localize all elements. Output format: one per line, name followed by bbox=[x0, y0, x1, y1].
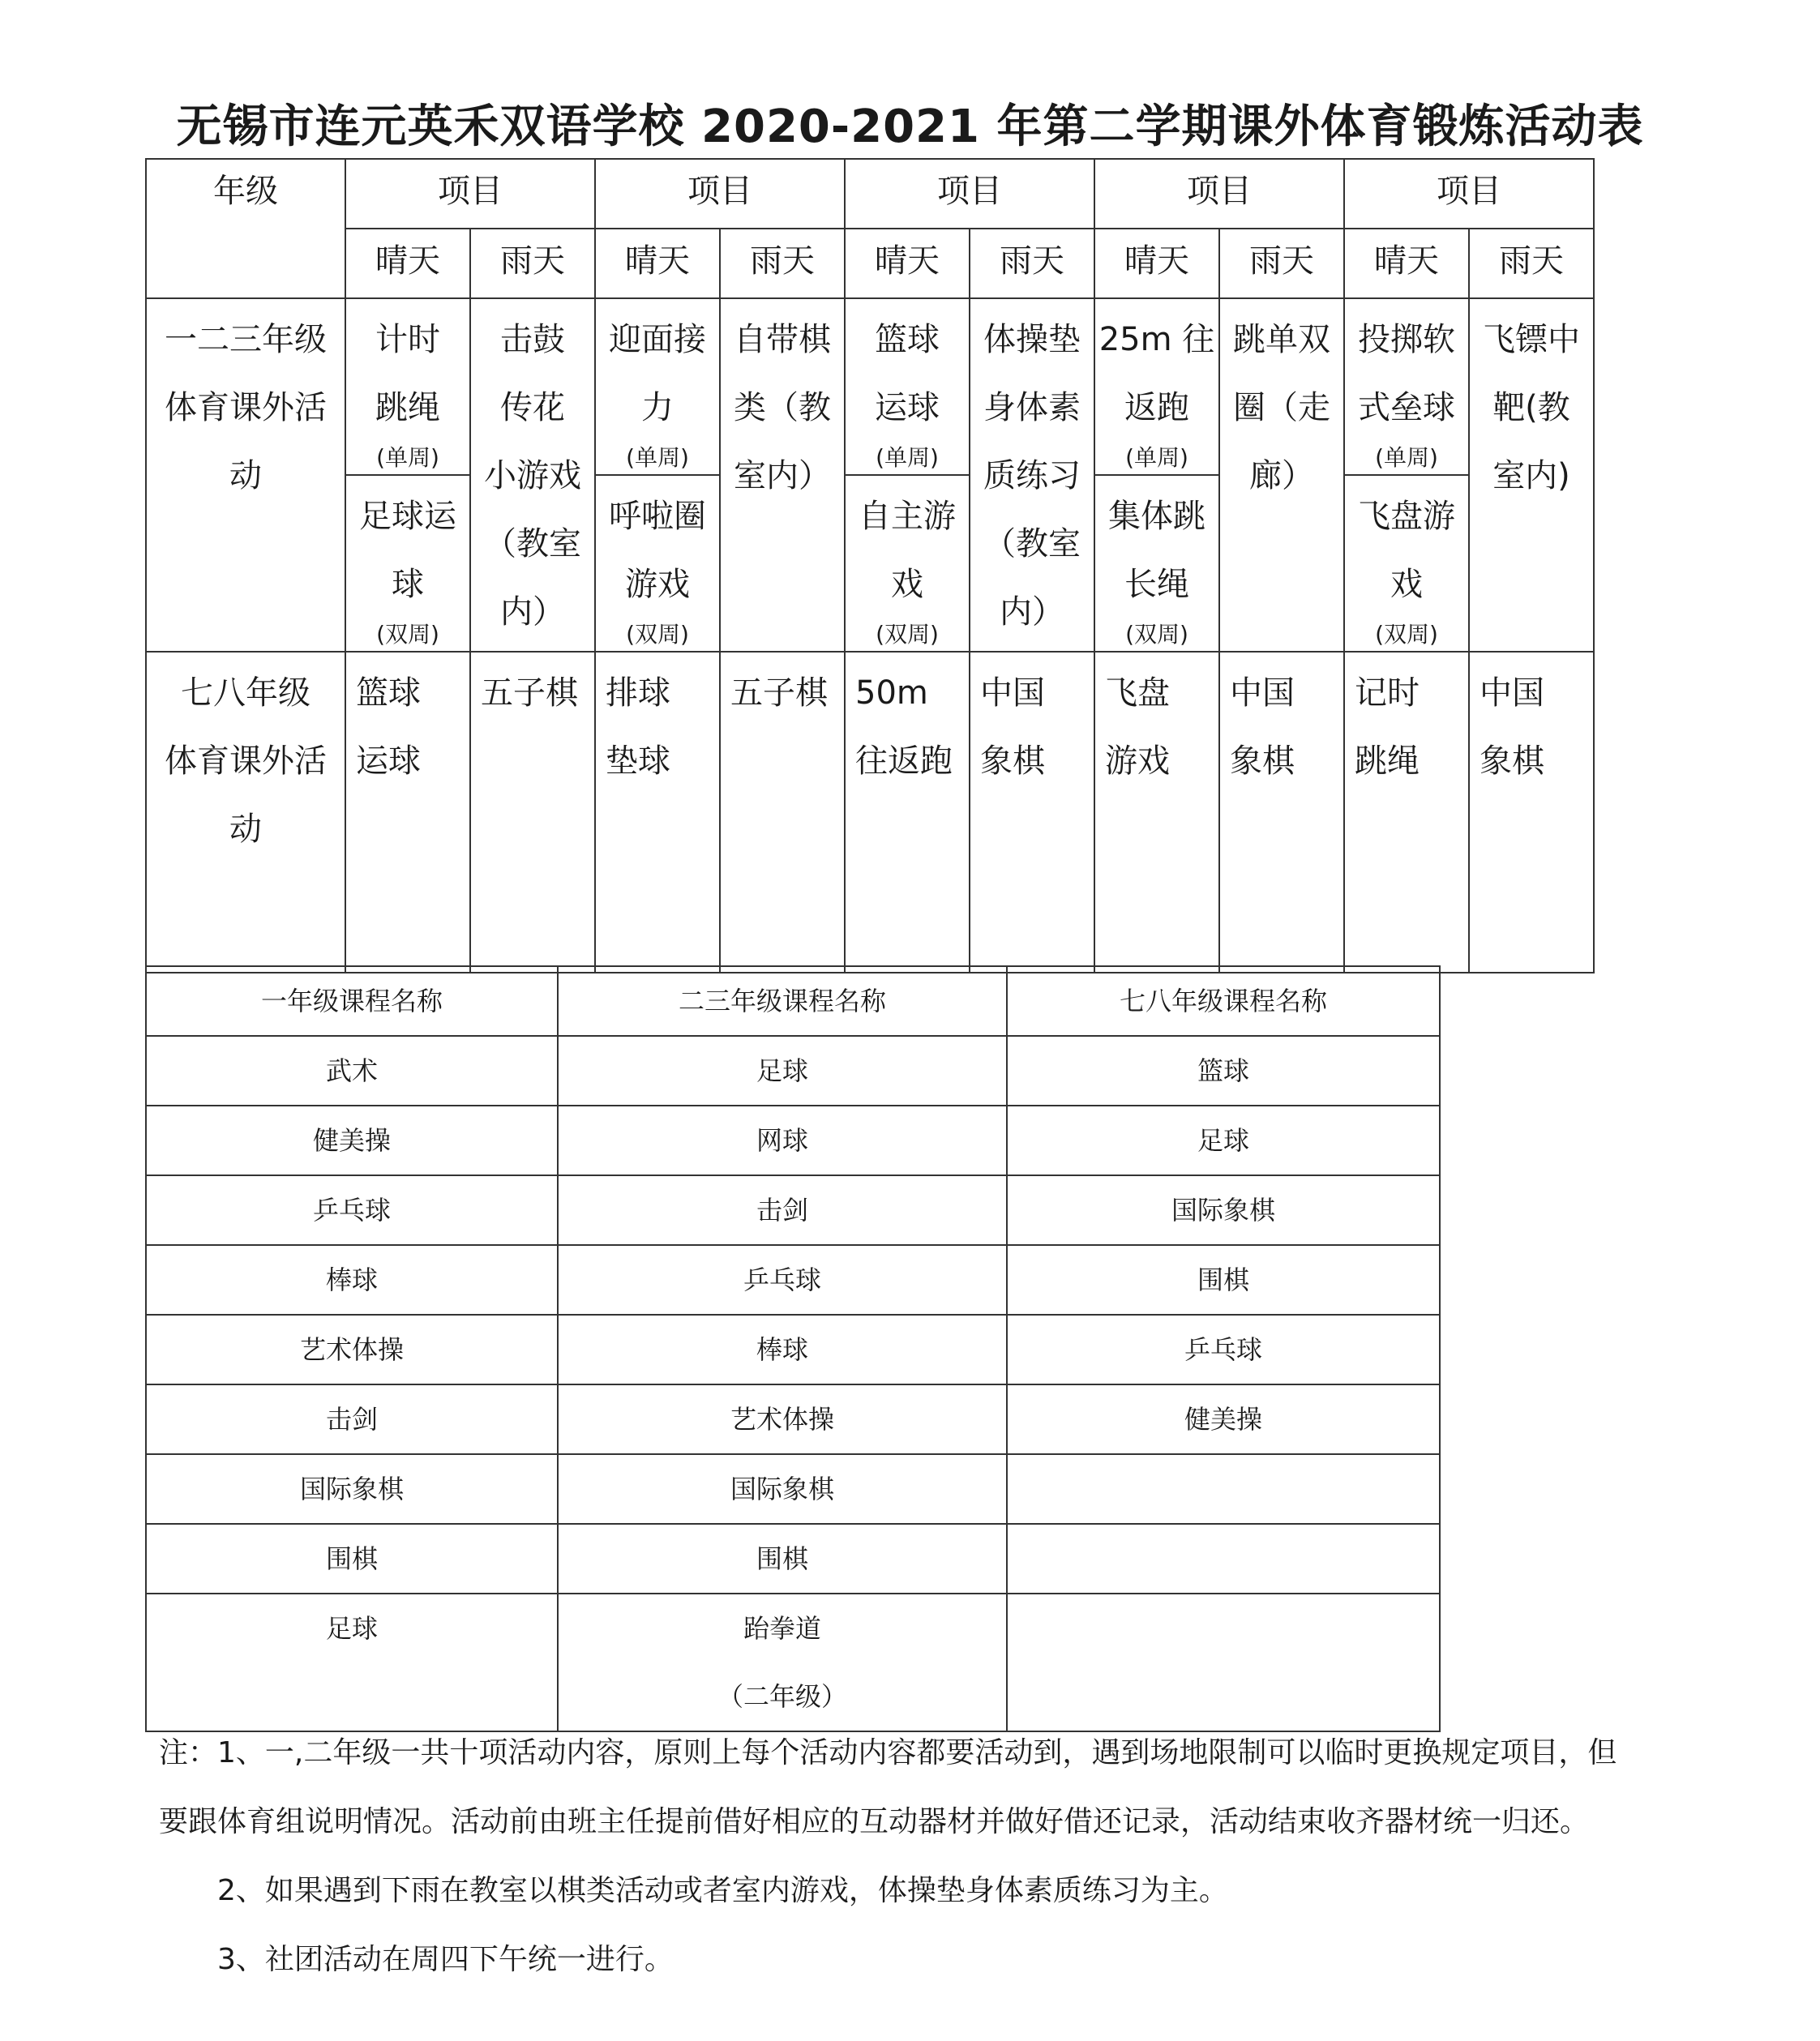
activity-text-line: 中国 bbox=[1480, 674, 1544, 712]
course-cell bbox=[146, 1594, 558, 1731]
course-cell bbox=[146, 1036, 558, 1106]
sunny-header: 晴天 bbox=[875, 242, 940, 280]
course-cell bbox=[146, 1245, 558, 1315]
grade-text-line: 动 bbox=[229, 457, 262, 494]
course-row bbox=[146, 1594, 1440, 1731]
course-name: 国际象棋 bbox=[299, 1474, 404, 1504]
grade-label bbox=[147, 653, 345, 863]
course-row bbox=[146, 1245, 1440, 1315]
sunny-activity bbox=[1345, 299, 1468, 474]
sunny-header-cell bbox=[845, 229, 970, 298]
activity-text-line: 50m bbox=[855, 674, 928, 712]
grade-cell bbox=[146, 298, 345, 652]
rainy-activity bbox=[721, 299, 844, 510]
grade-text-line: 体育课外活 bbox=[165, 389, 327, 426]
activity bbox=[481, 653, 594, 727]
rainy-activity bbox=[1220, 299, 1343, 510]
course-cell bbox=[146, 1175, 558, 1245]
activity-text-line: 迎面接 bbox=[609, 321, 706, 358]
course-cell bbox=[146, 1315, 558, 1384]
sunny-activity bbox=[596, 476, 719, 651]
grade-text-line: 七八年级 bbox=[181, 674, 310, 712]
activity-text-line: 类（教 bbox=[734, 389, 831, 426]
grade-row-2 bbox=[146, 652, 1594, 973]
project-header-cell bbox=[1344, 159, 1594, 229]
activity-text-line: 内） bbox=[500, 593, 565, 631]
course-name: 乒乓球 bbox=[1184, 1334, 1262, 1365]
grade-row-1-bottom bbox=[146, 475, 1594, 652]
activity-text-line: 飞盘 bbox=[1105, 674, 1170, 712]
activity bbox=[1355, 653, 1468, 795]
sunny-header: 晴天 bbox=[375, 242, 440, 280]
course-name: 围棋 bbox=[325, 1543, 378, 1574]
sunny-header-cell bbox=[595, 229, 720, 298]
activity-cell bbox=[595, 652, 720, 973]
course-cell bbox=[146, 1106, 558, 1175]
course-cell bbox=[1007, 1036, 1440, 1106]
activity bbox=[1230, 653, 1343, 795]
activity bbox=[730, 653, 844, 727]
sunny-activity bbox=[1095, 476, 1218, 651]
note-line-4: 3、社团活动在周四下午统一进行。 bbox=[217, 1943, 674, 1976]
activity-text-line: 跳绳 bbox=[375, 389, 440, 426]
activity bbox=[980, 653, 1094, 795]
activity-cell bbox=[1094, 652, 1219, 973]
activity-text-line: 象棋 bbox=[1230, 742, 1295, 780]
project-header-cell bbox=[1094, 159, 1344, 229]
activity-text-line: 跳绳 bbox=[1355, 742, 1420, 780]
note-line-2: 要跟体育组说明情况。活动前由班主任提前借好相应的互动器材并做好借还记录，活动结束收齐器材统一归还。 bbox=[159, 1805, 1590, 1838]
rainy-activity bbox=[471, 299, 594, 646]
activity-text-line: 集体跳 bbox=[1108, 498, 1205, 535]
activity bbox=[1105, 653, 1218, 795]
activity-text-line: 记时 bbox=[1355, 674, 1420, 712]
course-header-cell: 二三年级课程名称 bbox=[558, 966, 1007, 1036]
rainy-header-cell bbox=[1469, 229, 1594, 298]
sunny-activity-odd-week bbox=[1094, 298, 1219, 475]
course-row bbox=[146, 1106, 1440, 1175]
page-title: 无锡市连元英禾双语学校 2020-2021 年第二学期课外体育锻炼活动表 bbox=[176, 101, 1644, 153]
project-header: 项目 bbox=[937, 173, 1002, 210]
rainy-header: 雨天 bbox=[500, 242, 565, 280]
course-name: 艺术体操 bbox=[299, 1334, 404, 1365]
course-cell bbox=[558, 1594, 1007, 1731]
activity-text-line: 五子棋 bbox=[481, 674, 578, 712]
rainy-activity bbox=[970, 299, 1094, 646]
rainy-header: 雨天 bbox=[750, 242, 815, 280]
sunny-activity bbox=[346, 476, 469, 651]
course-name: 棒球 bbox=[325, 1264, 378, 1295]
course-row bbox=[146, 1454, 1440, 1524]
activity-text-line: 靶(教 bbox=[1492, 389, 1570, 426]
course-cell bbox=[558, 1245, 1007, 1315]
week-note: (双周) bbox=[626, 621, 689, 648]
activity bbox=[855, 653, 969, 795]
activity-text-line: 中国 bbox=[980, 674, 1045, 712]
sunny-header-cell bbox=[1094, 229, 1219, 298]
grade-cell bbox=[146, 652, 345, 973]
activity-text-line: 内） bbox=[1000, 593, 1064, 631]
activity-text-line: 室内） bbox=[734, 457, 831, 494]
project-header: 项目 bbox=[1187, 173, 1252, 210]
activity-cell bbox=[970, 652, 1094, 973]
rainy-activity-cell bbox=[470, 298, 595, 652]
week-note: (双周) bbox=[876, 621, 939, 648]
course-cell bbox=[1007, 1106, 1440, 1175]
course-header-cell: 七八年级课程名称 bbox=[1007, 966, 1440, 1036]
sunny-activity bbox=[1095, 299, 1218, 474]
activity-text-line: （教室 bbox=[484, 525, 581, 563]
project-header: 项目 bbox=[1437, 173, 1501, 210]
course-name: 击剑 bbox=[325, 1404, 378, 1435]
activity-text-line: 戏 bbox=[1390, 566, 1423, 603]
activity-cell bbox=[720, 652, 845, 973]
week-note: (单周) bbox=[1375, 444, 1438, 471]
activity-text-line: 体操垫 bbox=[983, 321, 1081, 358]
project-header-cell bbox=[345, 159, 595, 229]
rainy-activity bbox=[1470, 299, 1593, 510]
sunny-activity bbox=[346, 299, 469, 474]
grade-text-line: 一二三年级 bbox=[165, 321, 327, 358]
week-note: (双周) bbox=[1125, 621, 1188, 648]
activity-text-line: 质练习 bbox=[983, 457, 1081, 494]
activity-text-line: 室内) bbox=[1492, 457, 1570, 494]
course-row bbox=[146, 1175, 1440, 1245]
course-name: 乒乓球 bbox=[743, 1264, 821, 1295]
activity-text-line: （教室 bbox=[983, 525, 1081, 563]
sunny-activity-even-week bbox=[1344, 475, 1469, 652]
sunny-activity-even-week bbox=[1094, 475, 1219, 652]
course-name: 篮球 bbox=[1197, 1055, 1249, 1086]
course-cell bbox=[558, 1524, 1007, 1594]
course-note: （二年级） bbox=[717, 1681, 847, 1712]
course-row bbox=[146, 1036, 1440, 1106]
course-row bbox=[146, 1315, 1440, 1384]
activity-text-line: 廊） bbox=[1249, 457, 1314, 494]
course-name: 足球 bbox=[325, 1613, 378, 1644]
activity-text-line: 返跑 bbox=[1124, 389, 1189, 426]
project-header: 项目 bbox=[687, 173, 752, 210]
note-line-3: 2、如果遇到下雨在教室以棋类活动或者室内游戏，体操垫身体素质练习为主。 bbox=[217, 1874, 1228, 1907]
sunny-activity bbox=[846, 299, 969, 474]
activity-text-line: 戏 bbox=[891, 566, 923, 603]
activity-text-line: 计时 bbox=[375, 321, 440, 358]
week-note: (双周) bbox=[1375, 621, 1438, 648]
week-note: (单周) bbox=[1125, 444, 1188, 471]
activity-text-line: 呼啦圈 bbox=[609, 498, 706, 535]
course-row bbox=[146, 1524, 1440, 1594]
course-name: 健美操 bbox=[1184, 1404, 1262, 1435]
course-cell bbox=[1007, 1315, 1440, 1384]
grade-row-1-top bbox=[146, 298, 1594, 475]
activity-text-line: 自带棋 bbox=[734, 321, 831, 358]
course-name: 武术 bbox=[325, 1055, 378, 1086]
activity-table bbox=[145, 158, 1595, 973]
sunny-header: 晴天 bbox=[625, 242, 690, 280]
activity-text-line: 飞盘游 bbox=[1358, 498, 1455, 535]
course-cell bbox=[1007, 1524, 1440, 1594]
activity-text-line: 象棋 bbox=[980, 742, 1045, 780]
note-line-1: 注：1、一,二年级一共十项活动内容，原则上每个活动内容都要活动到，遇到场地限制可以临时更换规定项目，但 bbox=[159, 1736, 1617, 1769]
sunny-activity-even-week bbox=[345, 475, 470, 652]
project-header: 项目 bbox=[438, 173, 503, 210]
sunny-activity-even-week bbox=[845, 475, 970, 652]
activity-text-line: 传花 bbox=[500, 389, 565, 426]
week-note: (双周) bbox=[376, 621, 439, 648]
rainy-header-cell bbox=[1219, 229, 1344, 298]
grade-header-cell bbox=[146, 159, 345, 298]
sunny-activity bbox=[846, 476, 969, 651]
sunny-activity-odd-week bbox=[1344, 298, 1469, 475]
course-name: 棒球 bbox=[756, 1334, 808, 1365]
rainy-header: 雨天 bbox=[1249, 242, 1314, 280]
activity bbox=[356, 653, 469, 795]
course-row bbox=[146, 1384, 1440, 1454]
activity-text-line: 运球 bbox=[875, 389, 940, 426]
activity-cell bbox=[1469, 652, 1594, 973]
activity-cell bbox=[1219, 652, 1344, 973]
rainy-header-cell bbox=[970, 229, 1094, 298]
activity-text-line: 圈（走 bbox=[1233, 389, 1330, 426]
activity-text-line: 25m 往 bbox=[1098, 321, 1215, 358]
rainy-header: 雨天 bbox=[1000, 242, 1064, 280]
grade-header: 年级 bbox=[213, 173, 278, 210]
course-cell bbox=[1007, 1594, 1440, 1731]
activity-text-line: 式垒球 bbox=[1358, 389, 1455, 426]
course-name: 国际象棋 bbox=[1171, 1195, 1275, 1226]
course-name: 网球 bbox=[756, 1125, 808, 1156]
course-cell bbox=[1007, 1245, 1440, 1315]
course-cell bbox=[146, 1454, 558, 1524]
activity-cell bbox=[470, 652, 595, 973]
grade-text-line: 体育课外活 bbox=[165, 742, 327, 780]
project-header-cell bbox=[595, 159, 845, 229]
project-header-cell bbox=[845, 159, 1094, 229]
activity-text-line: 投掷软 bbox=[1358, 321, 1455, 358]
sunny-activity bbox=[1345, 476, 1468, 651]
activity-text-line: 往返跑 bbox=[855, 742, 953, 780]
activity-text-line: 游戏 bbox=[1105, 742, 1170, 780]
course-cell bbox=[558, 1036, 1007, 1106]
course-cell bbox=[558, 1315, 1007, 1384]
rainy-activity-cell bbox=[1219, 298, 1344, 652]
activity-text-line: 球 bbox=[392, 566, 424, 603]
course-cell bbox=[146, 1524, 558, 1594]
rainy-header-cell bbox=[720, 229, 845, 298]
activity-text-line: 运球 bbox=[356, 742, 421, 780]
activity-text-line: 篮球 bbox=[356, 674, 421, 712]
week-note: (单周) bbox=[876, 444, 939, 471]
course-name: 围棋 bbox=[756, 1543, 808, 1574]
activity-text-line: 身体素 bbox=[983, 389, 1081, 426]
activity-text-line: 小游戏 bbox=[484, 457, 581, 494]
sunny-header-cell bbox=[1344, 229, 1469, 298]
week-note: (单周) bbox=[376, 444, 439, 471]
activity bbox=[606, 653, 719, 795]
sunny-activity bbox=[596, 299, 719, 474]
sunny-header: 晴天 bbox=[1124, 242, 1189, 280]
sunny-activity-odd-week bbox=[345, 298, 470, 475]
course-name: 跆拳道 bbox=[743, 1613, 821, 1644]
activity-text-line: 篮球 bbox=[875, 321, 940, 358]
week-note: (单周) bbox=[626, 444, 689, 471]
activity-text-line: 力 bbox=[641, 389, 674, 426]
course-name: 足球 bbox=[1197, 1125, 1249, 1156]
course-table bbox=[145, 965, 1441, 1732]
activity-text-line: 象棋 bbox=[1480, 742, 1544, 780]
activity-text-line: 排球 bbox=[606, 674, 670, 712]
header-row bbox=[146, 159, 1594, 229]
activity-text-line: 游戏 bbox=[625, 566, 690, 603]
course-cell bbox=[1007, 1384, 1440, 1454]
sunny-activity-even-week bbox=[595, 475, 720, 652]
activity-text-line: 足球运 bbox=[359, 498, 456, 535]
sunny-activity-odd-week bbox=[595, 298, 720, 475]
rainy-activity-cell bbox=[970, 298, 1094, 652]
rainy-activity-cell bbox=[1469, 298, 1594, 652]
rainy-header-cell bbox=[470, 229, 595, 298]
course-cell bbox=[558, 1384, 1007, 1454]
rainy-header: 雨天 bbox=[1499, 242, 1564, 280]
course-name: 国际象棋 bbox=[730, 1474, 834, 1504]
course-cell bbox=[1007, 1454, 1440, 1524]
activity-text-line: 长绳 bbox=[1124, 566, 1189, 603]
course-name: 围棋 bbox=[1197, 1264, 1249, 1295]
activity-text-line: 飞镖中 bbox=[1483, 321, 1580, 358]
activity-text-line: 跳单双 bbox=[1233, 321, 1330, 358]
weather-header-row bbox=[146, 229, 1594, 298]
course-header-cell: 一年级课程名称 bbox=[146, 966, 558, 1036]
sunny-header-cell bbox=[345, 229, 470, 298]
course-name: 足球 bbox=[756, 1055, 808, 1086]
activity-text-line: 五子棋 bbox=[730, 674, 828, 712]
course-name: 击剑 bbox=[756, 1195, 808, 1226]
notes bbox=[159, 1718, 1699, 1994]
course-name: 健美操 bbox=[312, 1125, 391, 1156]
activity-cell bbox=[845, 652, 970, 973]
activity-text-line: 击鼓 bbox=[500, 321, 565, 358]
grade-text-line: 动 bbox=[229, 811, 262, 848]
activity bbox=[1480, 653, 1593, 795]
course-cell bbox=[558, 1175, 1007, 1245]
course-cell bbox=[1007, 1175, 1440, 1245]
activity-text-line: 中国 bbox=[1230, 674, 1295, 712]
activity-text-line: 垫球 bbox=[606, 742, 670, 780]
course-cell bbox=[558, 1106, 1007, 1175]
course-cell bbox=[558, 1454, 1007, 1524]
activity-cell bbox=[1344, 652, 1469, 973]
course-header-row bbox=[146, 966, 1440, 1036]
sunny-activity-odd-week bbox=[845, 298, 970, 475]
course-cell bbox=[146, 1384, 558, 1454]
activity-text-line: 自主游 bbox=[859, 498, 956, 535]
activity-cell bbox=[345, 652, 470, 973]
course-name: 艺术体操 bbox=[730, 1404, 834, 1435]
sunny-header: 晴天 bbox=[1374, 242, 1439, 280]
rainy-activity-cell bbox=[720, 298, 845, 652]
course-name: 乒乓球 bbox=[312, 1195, 391, 1226]
grade-label bbox=[147, 299, 345, 510]
